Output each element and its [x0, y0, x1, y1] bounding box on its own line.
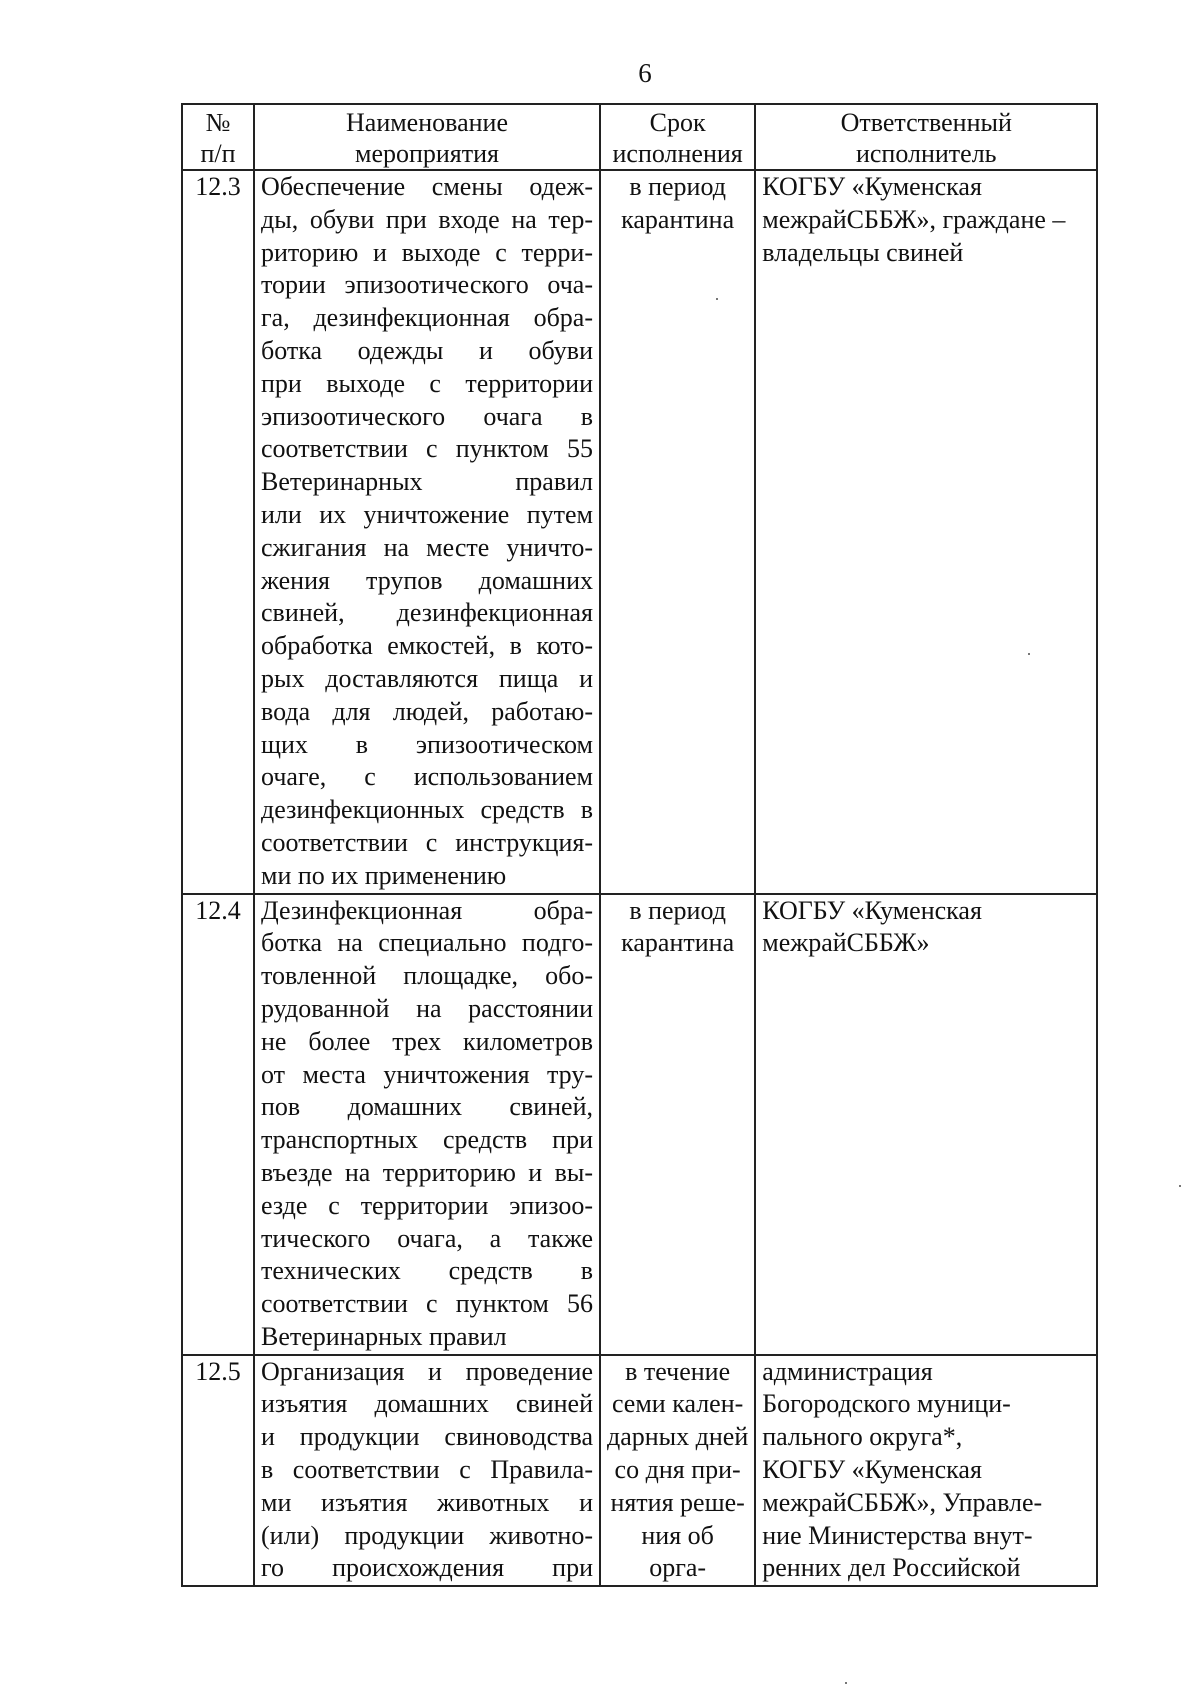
text-line: ренних дел Российской — [762, 1553, 1021, 1583]
scan-speck — [1028, 653, 1030, 655]
text-line: не более трех километров — [261, 1026, 593, 1056]
text-line: соответствии с пунктом 56 — [261, 1289, 593, 1319]
measure-name — [254, 894, 600, 1355]
text-line: в период — [629, 172, 726, 201]
text-line: ния об — [641, 1520, 714, 1550]
text-line: КОГБУ «Куменская — [762, 1455, 982, 1485]
text-line: вода для людей, работаю- — [261, 696, 593, 726]
text-line: межрайСББЖ» — [762, 928, 930, 958]
header-line: мероприятия — [354, 139, 499, 168]
text-line: жения трупов домашних — [261, 565, 593, 595]
text-line: га, дезинфекционная обра- — [261, 303, 593, 333]
text-line: свиней, дезинфекционная — [261, 598, 593, 628]
text-line: соответствии с пунктом 55 — [261, 434, 593, 464]
header-line: исполнитель — [855, 139, 997, 168]
text-line: администрация — [762, 1356, 933, 1386]
text-line: Ветеринарных правил — [261, 1321, 507, 1351]
text-line: эпизоотического очага в — [261, 401, 593, 431]
text-line: межрайСББЖ», граждане – — [762, 204, 1066, 234]
text-line: технических средств в — [261, 1256, 593, 1286]
text-line: обработка емкостей, в кото- — [261, 631, 593, 661]
text-line: ботка на специально подго- — [261, 928, 593, 958]
text-line: и продукции свиноводства — [261, 1422, 593, 1452]
measure-term — [600, 170, 755, 894]
header-line: Ответственный — [840, 108, 1012, 137]
text-line: межрайСББЖ», Управле- — [762, 1487, 1043, 1517]
text-line: тории эпизоотического оча- — [261, 270, 593, 300]
text-line: Ветеринарных правил — [261, 467, 593, 497]
page-number: 6 — [638, 58, 652, 88]
text-line: очаге, с использованием — [261, 762, 593, 792]
text-line: от места уничтожения тру- — [261, 1059, 593, 1089]
measure-term — [600, 1355, 755, 1587]
table-row — [182, 1355, 1097, 1587]
header-name — [254, 104, 600, 170]
row-number: 12.5 — [182, 1355, 254, 1587]
text-line: пального округа*, — [762, 1422, 963, 1452]
text-line: Организация и проведение — [261, 1356, 593, 1386]
text-line: ми изъятия животных и — [261, 1487, 593, 1517]
row-number: 12.3 — [182, 170, 254, 894]
measure-responsible — [755, 170, 1097, 894]
text-line: ние Министерства внут- — [762, 1520, 1033, 1550]
text-line: Дезинфекционная обра- — [261, 895, 593, 925]
text-line: КОГБУ «Куменская — [762, 172, 982, 201]
text-line: ботка одежды и обуви — [261, 335, 593, 365]
header-line: исполнения — [612, 139, 743, 168]
text-line: нятия реше- — [610, 1487, 745, 1517]
text-line: (или) продукции животно- — [261, 1520, 593, 1550]
text-line: соответствии с инструкция- — [261, 827, 593, 857]
text-line: щих в эпизоотическом — [261, 729, 593, 759]
measure-responsible — [755, 1355, 1097, 1587]
text-line: дарных дней — [607, 1422, 749, 1452]
measure-name — [254, 1355, 600, 1587]
header-line: Срок — [649, 108, 706, 137]
text-line: езде с территории эпизоо- — [261, 1190, 593, 1220]
text-line: Обеспечение смены одеж- — [261, 172, 593, 201]
text-line: ми по их применению — [261, 860, 507, 890]
text-line: товленной площадке, обо- — [261, 961, 593, 991]
text-line: изъятия домашних свиней — [261, 1389, 593, 1419]
text-line: орга- — [649, 1553, 707, 1583]
text-line: в период — [629, 895, 726, 925]
text-line: в течение — [625, 1356, 731, 1386]
table-row — [182, 894, 1097, 1355]
text-line: Богородского муници- — [762, 1389, 1011, 1419]
text-line: сжигания на месте уничто- — [261, 532, 593, 562]
measure-term — [600, 894, 755, 1355]
scan-speck — [845, 1682, 847, 1684]
table-row — [182, 170, 1097, 894]
measure-responsible — [755, 894, 1097, 1355]
text-line: риторию и выходе с терри- — [261, 237, 593, 267]
measures-table — [181, 103, 1098, 1587]
measure-name — [254, 170, 600, 894]
text-line: в соответствии с Правила- — [261, 1455, 593, 1485]
scan-speck — [716, 298, 718, 300]
text-line: или их уничтожение путем — [261, 499, 593, 529]
text-line: тического очага, а также — [261, 1223, 593, 1253]
text-line: го происхождения при — [261, 1553, 593, 1583]
text-line: пов домашних свиней, — [261, 1092, 593, 1122]
text-line: транспортных средств при — [261, 1125, 593, 1155]
header-line: Наименование — [346, 108, 508, 137]
text-line: карантина — [621, 928, 735, 958]
text-line: семи кален- — [611, 1389, 744, 1419]
header-number — [182, 104, 254, 170]
text-line: карантина — [621, 204, 735, 234]
table-header-row — [182, 104, 1097, 170]
text-line: въезде на территорию и вы- — [261, 1157, 593, 1187]
row-number: 12.4 — [182, 894, 254, 1355]
text-line: при выходе с территории — [261, 368, 593, 398]
text-line: КОГБУ «Куменская — [762, 895, 982, 925]
text-line: рудованной на расстоянии — [261, 993, 593, 1023]
text-line: рых доставляются пища и — [261, 663, 593, 693]
scan-speck — [1179, 1185, 1181, 1187]
text-line: владельцы свиней — [762, 237, 964, 267]
header-responsible — [755, 104, 1097, 170]
header-term — [600, 104, 755, 170]
text-line: ды, обуви при входе на тер- — [261, 204, 593, 234]
text-line: дезинфекционных средств в — [261, 795, 593, 825]
text-line: со дня при- — [614, 1455, 741, 1485]
header-line: п/п — [200, 139, 236, 168]
header-line: № — [205, 108, 231, 137]
